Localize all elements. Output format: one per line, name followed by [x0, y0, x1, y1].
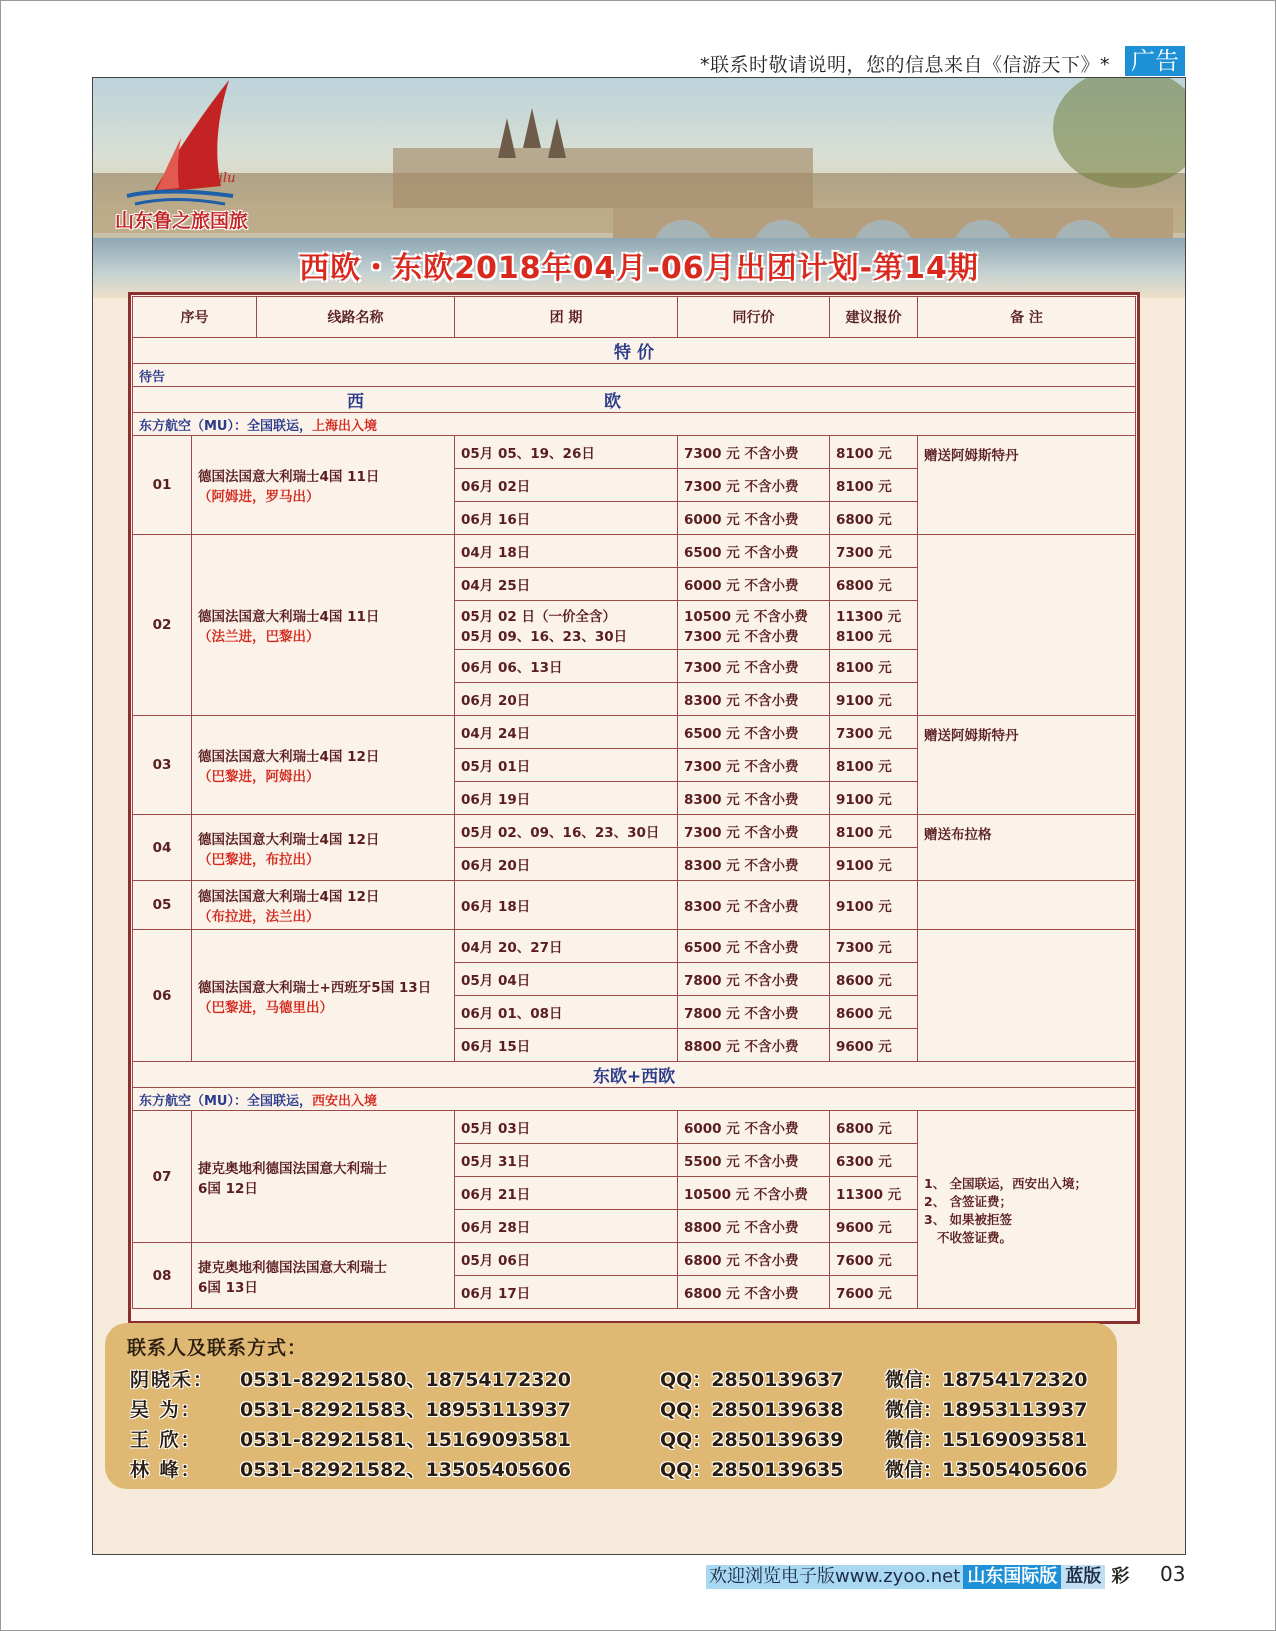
header-cell: 线路名称	[257, 297, 455, 338]
footer-bar	[706, 1562, 1135, 1586]
table-row: 07 捷克奥地利德国法国意大利瑞士 6国 12日 05月 03日 6000 元 不含小费 6800 元 1、 全国联运，西安出入境； 2、 含签证费； 3、 如果被拒签 不收签证费。	[133, 1111, 1136, 1144]
source-note: *联系时敬请说明，您的信息来自《信游天下》*	[700, 54, 1111, 76]
edition-label: 山东国际版	[963, 1565, 1061, 1589]
header-cell: 备 注	[918, 297, 1136, 338]
airline-note-west: 东方航空（MU）：全国联运，上海出入境	[133, 413, 1136, 436]
section-east-west-europe: 东欧+西欧	[133, 1062, 1136, 1088]
table-row: 01 德国法国意大利瑞士4国 11日 （阿姆进，罗马出） 05月 05、19、26日 7300 元 不含小费 8100 元 赠送阿姆斯特丹	[133, 436, 1136, 469]
svg-text:luzhilu: luzhilu	[191, 171, 236, 186]
sailboat-logo-icon	[121, 78, 241, 208]
table-row: 03 德国法国意大利瑞士4国 12日 （巴黎进，阿姆出） 04月 24日 6500 元 不含小费 7300 元 赠送阿姆斯特丹	[133, 716, 1136, 749]
advertisement-panel	[92, 77, 1186, 1555]
contact-title: 联系人及联系方式：	[127, 1337, 308, 1359]
page-number: 03	[1160, 1562, 1186, 1586]
color-label: 彩	[1111, 1566, 1130, 1587]
header-cell: 同行价	[678, 297, 830, 338]
special-note: 待告	[133, 364, 1136, 387]
section-west-europe: 西 欧	[133, 387, 1136, 413]
version-label: 蓝版	[1061, 1565, 1105, 1589]
table-row: 02 德国法国意大利瑞士4国 11日 （法兰进，巴黎出） 04月 18日 6500 元 不含小费 7300 元	[133, 535, 1136, 568]
table-row: 08 捷克奥地利德国法国意大利瑞士 6国 13日 05月 06日 6800 元 不含小费 7600 元	[133, 1243, 1136, 1276]
contact-box: 联系人及联系方式： 阴晓禾： 0531-82921580、18754172320 QQ：2850139637 微信：18754172320 吴 为： 0531-82921583、18953113937 QQ：2850139638 微信：18953113937 王 欣： 0531-82921581、15169093581 QQ：2850139639 微信：15169093581 林 峰： 0531-82921582、13505405606 QQ：2850139635 微信：13505405606	[105, 1323, 1117, 1489]
header-cell: 建议报价	[830, 297, 918, 338]
ad-badge: 广告	[1125, 46, 1185, 76]
table-row: 06 德国法国意大利瑞士+西班牙5国 13日 （巴黎进，马德里出） 04月 20、27日 6500 元 不含小费 7300 元	[133, 930, 1136, 963]
section-special: 特 价	[133, 338, 1136, 364]
table-row: 05 德国法国意大利瑞士4国 12日 （布拉进，法兰出） 06月 18日 8300 元 不含小费 9100 元	[133, 881, 1136, 930]
table-header	[133, 297, 1136, 338]
page-title: 西欧・东欧2018年04月-06月出团计划-第14期	[299, 251, 979, 286]
airline-note-east: 东方航空（MU）：全国联运，西安出入境	[133, 1088, 1136, 1111]
schedule-table: 序号 线路名称 团 期 同行价 建议报价 备 注 特 价 待告 西 欧 东方航空（MU）：全国联运，上海出入境 01 德国法国意大利瑞士4国 11日 （阿姆进，罗马出） 05月 05、19、26日 7300 元 不含小费 8100 元 赠送阿姆斯特丹 06月 02日 7300 元 不含小费 8100 元 06月 16日 6000 元 不含小费 6800 元 02 德国法国意大利瑞士4国 11日 （法兰进，巴黎出） 04月 18日 6500 元 不含小费 7300 元 04月 25日 6000 元 不含小费 6800 元 05月 02 日（一价全含） 05月 09、16、23、30日 10500 元 不含小费 7300 元 不含小费 11300 元 8100 元 06月 06、13日 7300 元 不含小费 8100 元 06月 20日 8300 元 不含小费 9100 元 03 德国法国意大利瑞士4国 12日 （巴黎进，阿姆出） 04月 24日 6500 元 不含小费 7300 元 赠送阿姆斯特丹 05月 01日 7300 元 不含小费 8100 元 06月 19日 8300 元 不含小费 9100 元 04 德国法国意大利瑞士4国 12日 （巴黎进，布拉出） 05月 02、09、16、23、30日 7300 元 不含小费 8100 元 赠送布拉格 06月 20日 8300 元 不含小费 9100 元 05 德国法国意大利瑞士4国 12日 （布拉进，法兰出） 06月 18日 8300 元 不含小费 9100 元 06 德国法国意大利瑞士+西班牙5国 13日 （巴黎进，马德里出） 04月 20、27日 6500 元 不含小费 7300 元 05月 04日 7800 元 不含小费 8600 元 06月 01、08日 7800 元 不含小费 8600 元 06月 15日 8800 元 不含小费 9600 元 东欧+西欧 东方航空（MU）：全国联运，西安出入境 07 捷克奥地利德国法国意大利瑞士 6国 12日 05月 03日 6000 元 不含小费 6800 元 1、 全国联运，西安出入境； 2、 含签证费； 3、 如果被拒签 不收签证费。 05月 31日 5500 元 不含小费 6300 元 06月 21日 10500 元 不含小费 11300 元 06月 28日 8800 元 不含小费 9600 元 08 捷克奥地利德国法国意大利瑞士 6国 13日 05月 06日 6800 元 不含小费 7600 元 06月 17日 6800 元 不含小费 7600 元	[128, 292, 1140, 1324]
header-cell: 序号	[133, 297, 257, 338]
banner-image	[93, 78, 1185, 298]
header-cell: 团 期	[455, 297, 678, 338]
east-remarks: 1、 全国联运，西安出入境； 2、 含签证费； 3、 如果被拒签 不收签证费。	[918, 1111, 1136, 1309]
website-link[interactable]: 欢迎浏览电子版www.zyoo.net	[706, 1565, 963, 1589]
brand-name: 山东鲁之旅国旅	[115, 210, 249, 232]
table-row: 04 德国法国意大利瑞士4国 12日 （巴黎进，布拉出） 05月 02、09、16、23、30日 7300 元 不含小费 8100 元 赠送布拉格	[133, 815, 1136, 848]
